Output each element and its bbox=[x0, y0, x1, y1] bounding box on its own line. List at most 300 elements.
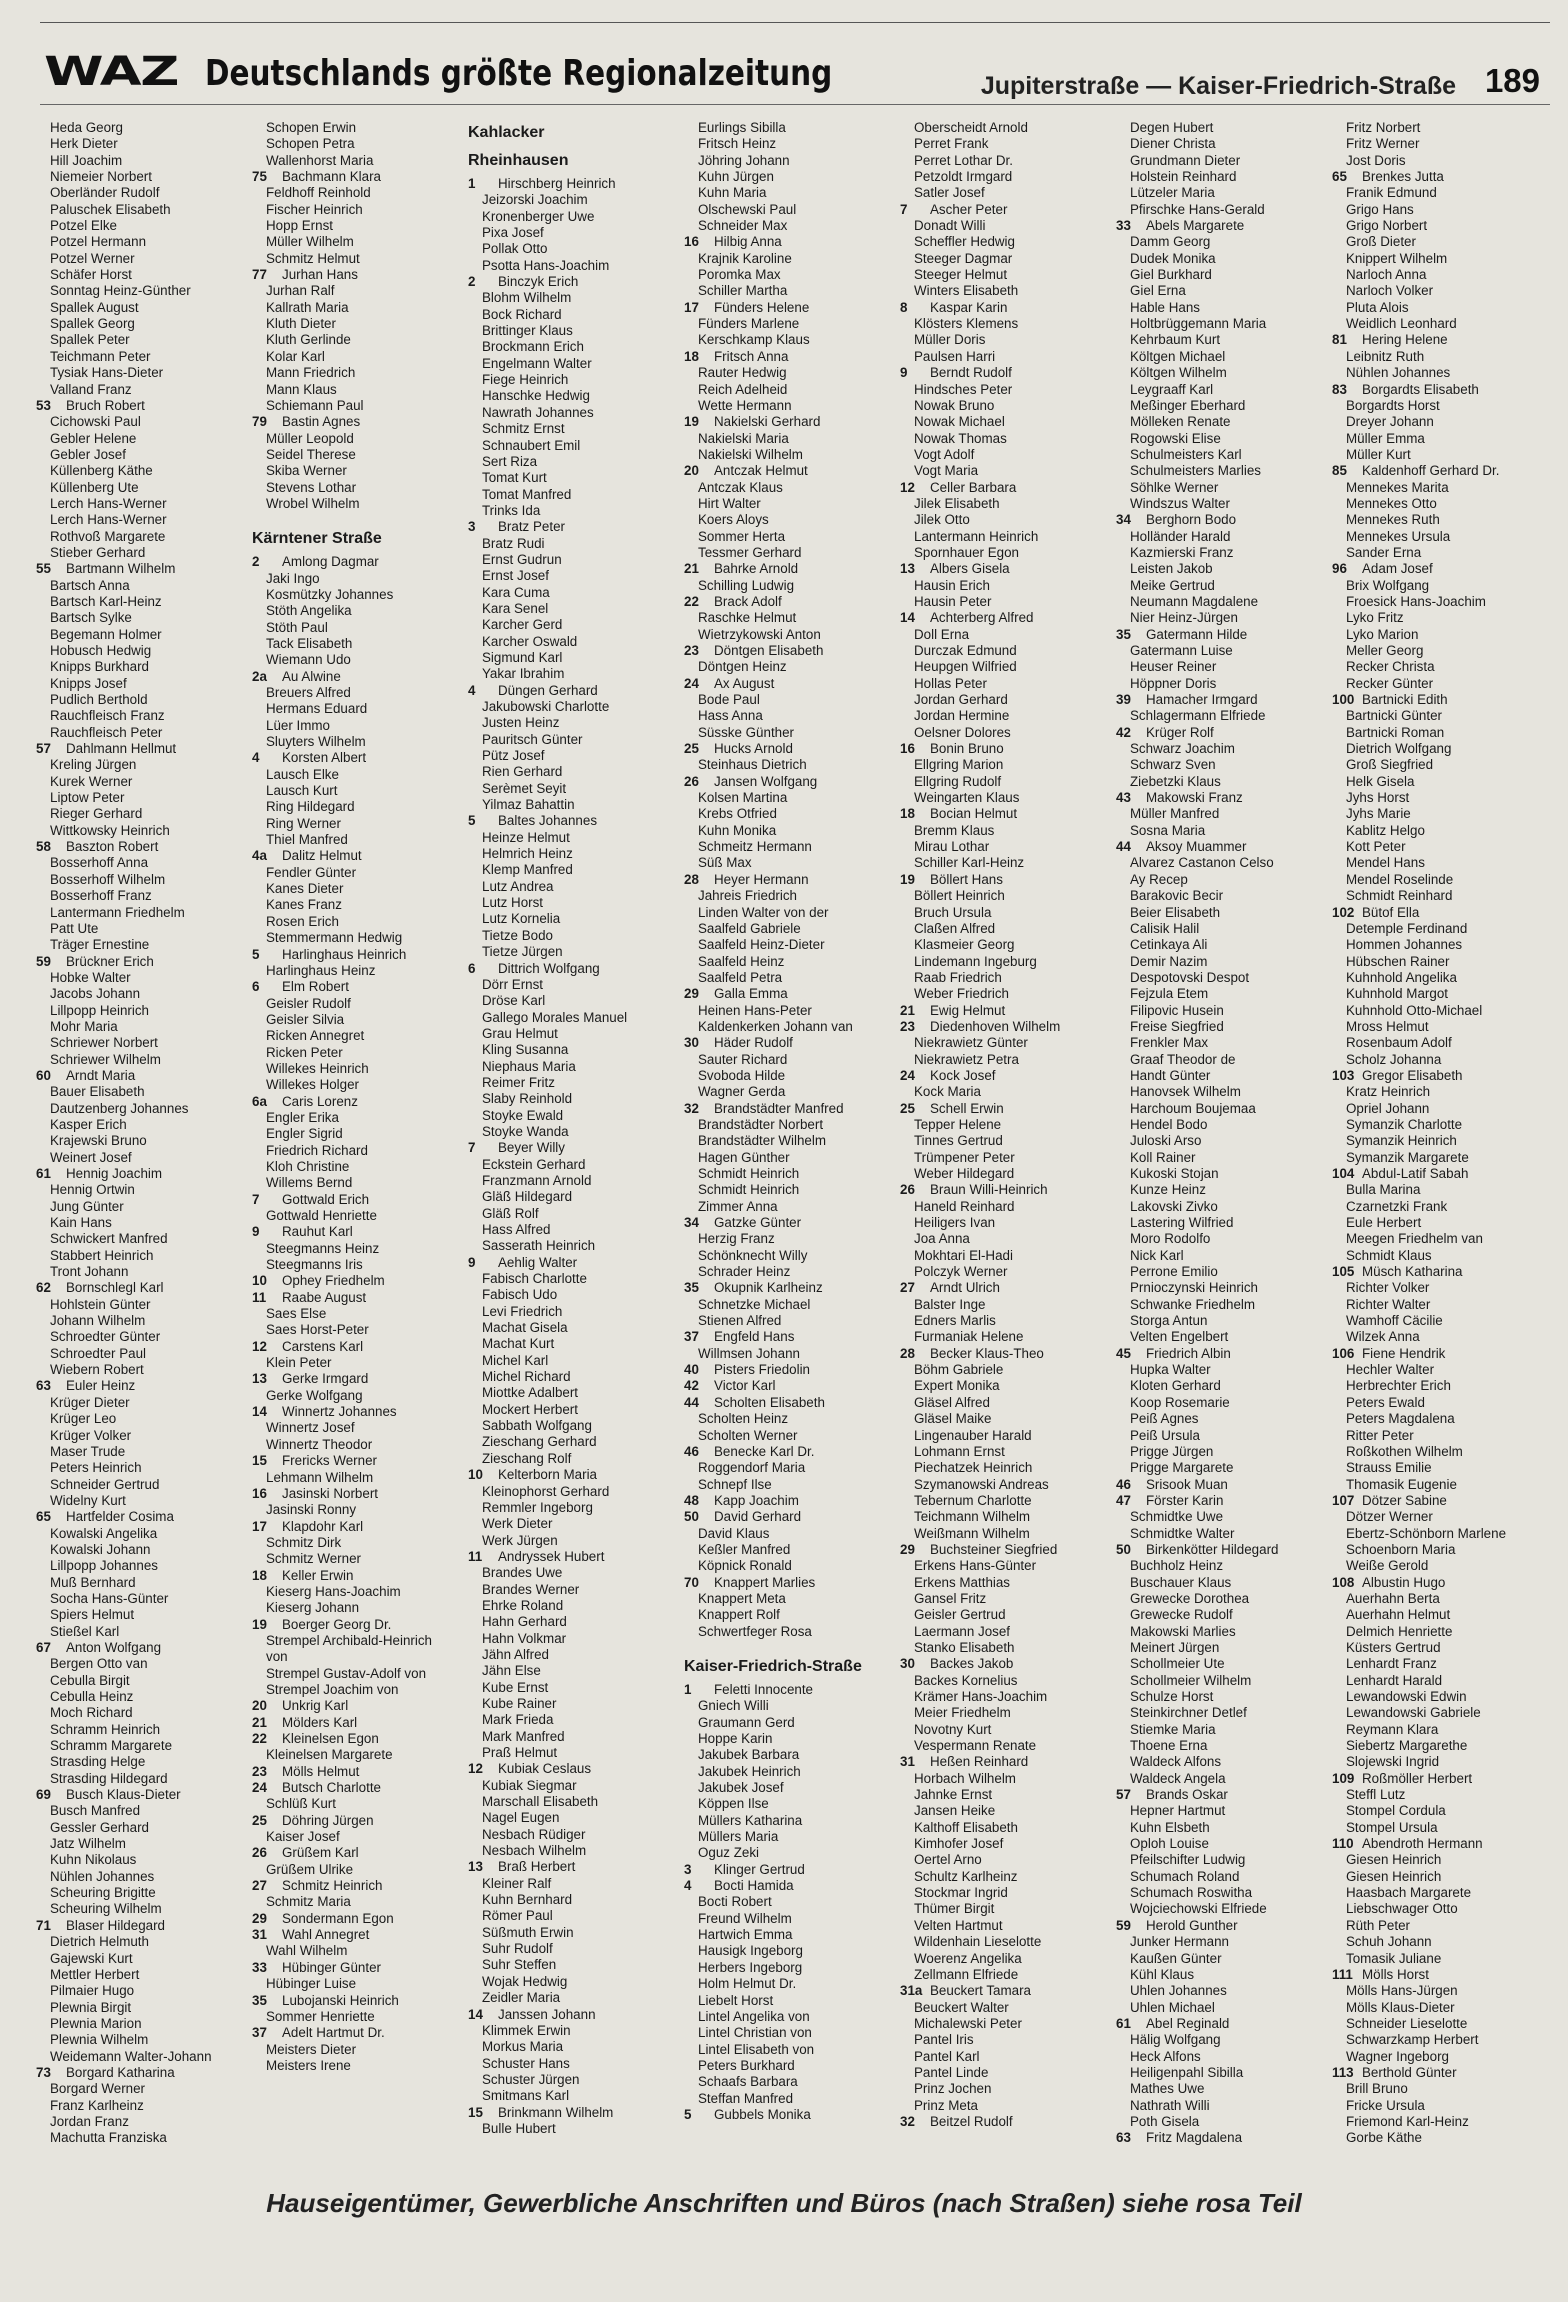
resident-name: Miottke Adalbert bbox=[482, 1385, 579, 1401]
house-number: 4a bbox=[252, 848, 267, 864]
resident-name: Ring Hildegard bbox=[266, 799, 355, 815]
resident-name: Expert Monika bbox=[914, 1378, 1000, 1394]
house-number: 39 bbox=[1116, 692, 1131, 708]
resident-name: Pantel Iris bbox=[914, 2032, 974, 2048]
resident-name: Nühlen Johannes bbox=[50, 1868, 155, 1884]
resident-name: Kolsen Martina bbox=[698, 790, 788, 806]
directory-column-3 bbox=[468, 120, 683, 2160]
house-entry bbox=[684, 1575, 899, 1591]
resident-name: Bartnicki Günter bbox=[1346, 708, 1443, 724]
house-number: 25 bbox=[900, 1100, 915, 1116]
resident-name: Gallego Morales Manuel bbox=[482, 1009, 628, 1025]
resident-name: Janssen Johann bbox=[498, 2006, 596, 2022]
house-number: 59 bbox=[1116, 1917, 1131, 1933]
house-entry bbox=[684, 774, 899, 790]
resident-name: Claßen Alfred bbox=[914, 920, 996, 936]
resident-name: Saalfeld Petra bbox=[698, 969, 783, 985]
house-entry bbox=[1332, 1967, 1547, 1983]
resident-name: Au Alwine bbox=[282, 668, 341, 684]
resident-name: Berndt Rudolf bbox=[930, 365, 1012, 381]
resident-name: Frenkler Max bbox=[1130, 1035, 1209, 1051]
directory-column-2 bbox=[252, 120, 467, 2160]
resident-name: Wagner Ingeborg bbox=[1346, 2048, 1449, 2064]
resident-name: Jasinski Norbert bbox=[282, 1485, 378, 1501]
resident-name: Niephaus Maria bbox=[482, 1058, 576, 1074]
resident-name: Uhlen Michael bbox=[1130, 1999, 1215, 2015]
house-entry bbox=[36, 1918, 251, 1934]
resident-name: Berthold Günter bbox=[1362, 2064, 1457, 2080]
resident-name: Dötzer Sabine bbox=[1362, 1492, 1447, 1508]
resident-name: Beyer Willy bbox=[498, 1140, 565, 1156]
resident-name: Ellgring Rudolf bbox=[914, 773, 1002, 789]
resident-name: Jilek Elisabeth bbox=[914, 495, 1000, 511]
resident-name: Rosen Erich bbox=[266, 913, 339, 929]
house-entry bbox=[684, 463, 899, 479]
resident-name: Klein Peter bbox=[266, 1355, 332, 1371]
resident-name: Storga Antun bbox=[1130, 1313, 1208, 1329]
resident-name: Kehrbaum Kurt bbox=[1130, 332, 1221, 348]
resident-name: Scholten Elisabeth bbox=[714, 1394, 825, 1410]
house-entry bbox=[36, 839, 251, 855]
resident-name: Sonntag Heinz-Günther bbox=[50, 283, 191, 299]
resident-name: Bosserhoff Wilhelm bbox=[50, 871, 166, 887]
resident-name: Balster Inge bbox=[914, 1296, 986, 1312]
resident-name: Mohr Maria bbox=[50, 1018, 118, 1034]
resident-name: Nowak Bruno bbox=[914, 397, 995, 413]
resident-name: Mendel Hans bbox=[1346, 855, 1425, 871]
resident-name: Wojak Hedwig bbox=[482, 1973, 568, 1989]
resident-name: Kallrath Maria bbox=[266, 299, 349, 315]
resident-name: Höppner Doris bbox=[1130, 675, 1217, 691]
resident-name: Steeger Dagmar bbox=[914, 250, 1013, 266]
resident-name: Schopen Petra bbox=[266, 136, 355, 152]
house-entry bbox=[684, 234, 899, 250]
resident-name: Gebler Helene bbox=[50, 430, 137, 446]
resident-name: Mathes Uwe bbox=[1130, 2081, 1205, 2097]
resident-name: Schmitz Ernst bbox=[482, 421, 565, 437]
resident-name: Niemeier Norbert bbox=[50, 169, 152, 185]
resident-name: Jähn Alfred bbox=[482, 1646, 549, 1662]
resident-name: Hass Alfred bbox=[482, 1222, 551, 1237]
resident-name: Hartfelder Cosima bbox=[66, 1509, 174, 1525]
house-number: 108 bbox=[1332, 1574, 1355, 1590]
resident-name: Borgard Werner bbox=[50, 2081, 146, 2097]
resident-name: Tinnes Gertrud bbox=[914, 1133, 1003, 1149]
resident-name: Gottwald Henriette bbox=[266, 1208, 377, 1223]
house-number: 46 bbox=[1116, 1476, 1131, 1492]
resident-name: Friedrich Richard bbox=[266, 1142, 368, 1158]
resident-name: Krüger Rolf bbox=[1146, 724, 1214, 740]
resident-name: Klimmek Erwin bbox=[482, 2022, 571, 2038]
house-number: 25 bbox=[684, 741, 699, 757]
house-entry bbox=[1332, 1575, 1547, 1591]
house-entry bbox=[252, 414, 467, 430]
resident-name: Paulsen Harri bbox=[914, 348, 996, 364]
resident-name: Klasmeier Georg bbox=[914, 937, 1015, 953]
resident-name: Gniech Willi bbox=[698, 1698, 769, 1714]
resident-name: Kloten Gerhard bbox=[1130, 1378, 1221, 1394]
resident-name: Giesen Heinrich bbox=[1346, 1868, 1442, 1884]
resident-name: Aehlig Walter bbox=[498, 1254, 578, 1270]
resident-name: Kieserg Johann bbox=[266, 1600, 360, 1616]
resident-name: Lutz Andrea bbox=[482, 878, 554, 894]
resident-name: Baltes Johannes bbox=[498, 813, 598, 829]
house-number: 57 bbox=[36, 741, 51, 757]
resident-name: Hahn Volkmar bbox=[482, 1630, 567, 1646]
resident-name: Stöth Angelika bbox=[266, 603, 352, 619]
resident-name: Nagel Eugen bbox=[482, 1810, 560, 1826]
resident-name: Hälig Wolfgang bbox=[1130, 2032, 1221, 2048]
resident-name: Hobke Walter bbox=[50, 969, 131, 985]
resident-name: Beuckert Tamara bbox=[930, 1983, 1031, 1999]
resident-name: Arndt Maria bbox=[66, 1067, 136, 1083]
resident-name: Hausin Peter bbox=[914, 593, 992, 609]
resident-name: Neumann Magdalene bbox=[1130, 593, 1259, 609]
house-number: 21 bbox=[684, 561, 699, 577]
resident-name: Galla Emma bbox=[714, 986, 788, 1002]
resident-name: Meisters Irene bbox=[266, 2057, 351, 2073]
house-number: 4 bbox=[468, 682, 476, 698]
resident-name: Meßinger Eberhard bbox=[1130, 397, 1246, 413]
house-number: 25 bbox=[252, 1812, 267, 1828]
resident-name: Dörr Ernst bbox=[482, 976, 544, 992]
resident-name: Weidlich Leonhard bbox=[1346, 316, 1457, 332]
house-number: 11 bbox=[252, 1289, 267, 1305]
house-number: 28 bbox=[684, 871, 699, 887]
house-number: 20 bbox=[684, 463, 699, 479]
resident-name: Johann Wilhelm bbox=[50, 1313, 146, 1329]
resident-name: Pollak Otto bbox=[482, 241, 548, 257]
resident-name: Mirau Lothar bbox=[914, 839, 990, 855]
house-number: 31a bbox=[900, 1983, 923, 1999]
resident-name: Dautzenberg Johannes bbox=[50, 1100, 189, 1116]
resident-name: Jakubek Barbara bbox=[698, 1747, 800, 1763]
resident-name: Freise Siegfried bbox=[1130, 1018, 1224, 1034]
resident-name: Tietze Bodo bbox=[482, 927, 553, 943]
resident-name: Heda Georg bbox=[50, 120, 123, 135]
house-number: 14 bbox=[900, 610, 915, 626]
resident-name: Celler Barbara bbox=[930, 479, 1017, 495]
resident-name: Perrone Emilio bbox=[1130, 1264, 1218, 1280]
resident-name: Binczyk Erich bbox=[498, 274, 579, 290]
resident-name: Barakovic Becir bbox=[1130, 888, 1224, 904]
resident-name: Friedrich Albin bbox=[1146, 1345, 1231, 1361]
resident-name: Heinen Hans-Peter bbox=[698, 1002, 812, 1018]
resident-name: Kuhn Monika bbox=[698, 822, 777, 838]
resident-name: Haasbach Margarete bbox=[1346, 1885, 1472, 1901]
resident-name: Levi Friedrich bbox=[482, 1303, 563, 1319]
house-entry bbox=[36, 1068, 251, 1084]
resident-name: Paluschek Elisabeth bbox=[50, 201, 171, 217]
resident-name: Müller Emma bbox=[1346, 430, 1425, 446]
resident-name: Hagen Günther bbox=[698, 1149, 790, 1165]
house-number: 18 bbox=[900, 806, 915, 822]
resident-name: Meike Gertrud bbox=[1130, 577, 1215, 593]
footer-note: Hauseigentümer, Gewerbliche Anschriften und Büros (nach Straßen) siehe rosa Teil bbox=[266, 2188, 1302, 2218]
resident-name: Kloh Christine bbox=[266, 1158, 350, 1174]
resident-name: Wallenhorst Maria bbox=[266, 152, 374, 168]
resident-name: Brandstädter Wilhelm bbox=[698, 1133, 827, 1149]
resident-name: Jyhs Horst bbox=[1346, 790, 1410, 806]
resident-name: Ay Recep bbox=[1130, 871, 1188, 887]
house-entry bbox=[900, 1019, 1115, 1035]
house-number: 109 bbox=[1332, 1770, 1355, 1786]
resident-name: Backes Kornelius bbox=[914, 1672, 1018, 1688]
resident-name: Schönknecht Willy bbox=[698, 1247, 808, 1263]
resident-name: Backes Jakob bbox=[930, 1656, 1014, 1672]
resident-name: Fiege Heinrich bbox=[482, 372, 569, 388]
house-entry bbox=[252, 1192, 467, 1208]
resident-name: Dötzer Werner bbox=[1346, 1509, 1433, 1525]
resident-name: Herk Dieter bbox=[50, 136, 118, 152]
resident-name: Schroedter Paul bbox=[50, 1345, 147, 1361]
house-number: 15 bbox=[252, 1453, 267, 1469]
house-entry bbox=[1332, 1264, 1547, 1280]
resident-name: Haneld Reinhard bbox=[914, 1198, 1015, 1214]
resident-name: Kalthoff Elisabeth bbox=[914, 1819, 1018, 1835]
resident-name: Lewandowski Edwin bbox=[1346, 1689, 1467, 1704]
resident-name: Brockmann Erich bbox=[482, 339, 584, 355]
resident-name: Heuser Reiner bbox=[1130, 659, 1217, 675]
house-number: 26 bbox=[252, 1845, 267, 1861]
resident-name: Tront Johann bbox=[50, 1264, 129, 1280]
resident-name: Schmitz Heinrich bbox=[282, 1878, 383, 1894]
resident-name: Dalitz Helmut bbox=[282, 848, 362, 864]
house-number: 43 bbox=[1116, 790, 1131, 806]
house-number: 47 bbox=[1116, 1492, 1131, 1508]
resident-name: Borgardts Horst bbox=[1346, 397, 1440, 413]
resident-name: Narloch Anna bbox=[1346, 267, 1427, 283]
resident-name: Schmitz Dirk bbox=[266, 1534, 342, 1550]
resident-name: Mölleken Renate bbox=[1130, 414, 1231, 430]
resident-name: Ophey Friedhelm bbox=[282, 1273, 385, 1289]
resident-name: Despotovski Despot bbox=[1130, 969, 1250, 985]
resident-name: Nühlen Johannes bbox=[1346, 365, 1451, 381]
house-number: 27 bbox=[252, 1878, 267, 1894]
resident-name: Meier Friedhelm bbox=[914, 1705, 1011, 1721]
resident-name: Schlüß Kurt bbox=[266, 1796, 336, 1812]
resident-name: Gläsel Maike bbox=[914, 1411, 992, 1427]
resident-name: Knappert Rolf bbox=[698, 1607, 780, 1623]
resident-name: Mettler Herbert bbox=[50, 1966, 140, 1982]
resident-name: Rauchfleisch Peter bbox=[50, 724, 163, 740]
house-number: 6a bbox=[252, 1093, 267, 1109]
resident-name: Weber Hildegard bbox=[914, 1166, 1015, 1181]
resident-name: Smitmans Karl bbox=[482, 2088, 570, 2104]
house-number: 46 bbox=[684, 1443, 699, 1459]
resident-name: Delmich Henriette bbox=[1346, 1623, 1453, 1639]
resident-name: Steegmanns Iris bbox=[266, 1257, 363, 1273]
resident-name: Cichowski Paul bbox=[50, 414, 141, 430]
resident-name: Müller Doris bbox=[914, 332, 986, 348]
resident-name: Döntgen Heinz bbox=[698, 659, 787, 675]
house-entry bbox=[900, 1182, 1115, 1198]
resident-name: Böllert Heinrich bbox=[914, 888, 1005, 904]
resident-name: Grundmann Dieter bbox=[1130, 152, 1241, 168]
house-entry bbox=[252, 1764, 467, 1780]
house-number: 2 bbox=[252, 554, 260, 570]
resident-name: Klinger Gertrud bbox=[714, 1861, 805, 1877]
resident-name: Pauritsch Günter bbox=[482, 731, 583, 747]
resident-name: Remmler Ingeborg bbox=[482, 1499, 593, 1515]
resident-name: Adam Josef bbox=[1362, 561, 1433, 577]
resident-name: Schnepf Ilse bbox=[698, 1476, 772, 1492]
house-number: 22 bbox=[252, 1731, 267, 1746]
resident-name: Geisler Gertrud bbox=[914, 1607, 1006, 1623]
resident-name: Gansel Fritz bbox=[914, 1590, 987, 1606]
resident-name: Liebelt Horst bbox=[698, 1992, 774, 2008]
house-entry bbox=[252, 1617, 467, 1633]
resident-name: Rauter Hedwig bbox=[698, 365, 787, 381]
house-number: 16 bbox=[684, 234, 699, 250]
house-number: 69 bbox=[36, 1787, 51, 1803]
house-entry bbox=[468, 1761, 683, 1777]
resident-name: Makowski Franz bbox=[1146, 790, 1243, 806]
house-number: 32 bbox=[684, 1100, 699, 1116]
house-entry bbox=[900, 1280, 1115, 1296]
masthead bbox=[44, 32, 970, 95]
resident-name: Jahreis Friedrich bbox=[698, 888, 797, 904]
resident-name: Kieserg Hans-Joachim bbox=[266, 1583, 401, 1599]
resident-name: Jakubek Heinrich bbox=[698, 1763, 801, 1779]
house-entry bbox=[684, 1329, 899, 1345]
resident-name: Franzmann Arnold bbox=[482, 1172, 592, 1188]
resident-name: Herbers Ingeborg bbox=[698, 1959, 803, 1975]
resident-name: Eurlings Sibilla bbox=[698, 120, 786, 135]
resident-name: Cebulla Birgit bbox=[50, 1672, 130, 1688]
resident-name: Müller Leopold bbox=[266, 430, 354, 446]
resident-name: Kolar Karl bbox=[266, 348, 325, 364]
resident-name: Knippert Wilhelm bbox=[1346, 250, 1448, 266]
resident-name: Bratz Rudi bbox=[482, 535, 545, 551]
resident-name: Junker Hermann bbox=[1130, 1934, 1229, 1950]
house-entry bbox=[252, 848, 467, 864]
resident-name: Michel Richard bbox=[482, 1369, 571, 1385]
house-entry bbox=[36, 954, 251, 970]
resident-name: Kube Rainer bbox=[482, 1695, 557, 1711]
resident-name: Stevens Lothar bbox=[266, 479, 357, 495]
resident-name: Jordan Hermine bbox=[914, 708, 1010, 724]
resident-name: Köppen Ilse bbox=[698, 1796, 769, 1812]
resident-name: Stießel Karl bbox=[50, 1623, 120, 1639]
resident-name: Strempel Joachim von bbox=[266, 1681, 399, 1697]
house-number: 6 bbox=[468, 960, 476, 976]
resident-name: Suhr Rudolf bbox=[482, 1941, 553, 1957]
resident-name: Elm Robert bbox=[282, 979, 349, 995]
resident-name: Perret Lothar Dr. bbox=[914, 152, 1013, 168]
house-entry bbox=[36, 1166, 251, 1182]
resident-name: Willmsen Johann bbox=[698, 1345, 800, 1361]
resident-name: Hendel Bodo bbox=[1130, 1116, 1208, 1132]
resident-name: Raab Friedrich bbox=[914, 969, 1002, 985]
resident-name: Hupka Walter bbox=[1130, 1362, 1211, 1378]
house-number: 17 bbox=[684, 299, 699, 315]
resident-name: Hopp Ernst bbox=[266, 218, 333, 234]
house-entry bbox=[1332, 332, 1547, 348]
resident-name: Edners Marlis bbox=[914, 1313, 996, 1329]
resident-name: Yakar Ibrahim bbox=[482, 666, 565, 682]
resident-name: Rauhut Karl bbox=[282, 1224, 353, 1240]
resident-name: Brittinger Klaus bbox=[482, 323, 573, 339]
resident-name: Szymanowski Andreas bbox=[914, 1476, 1049, 1492]
resident-name: Bergen Otto van bbox=[50, 1656, 148, 1672]
resident-name: Bornschlegl Karl bbox=[66, 1280, 164, 1296]
resident-name: Meinert Jürgen bbox=[1130, 1639, 1220, 1655]
resident-name: Mann Friedrich bbox=[266, 365, 356, 381]
house-entry bbox=[252, 1878, 467, 1894]
resident-name: Schriewer Wilhelm bbox=[50, 1051, 161, 1067]
house-entry bbox=[684, 1215, 899, 1231]
resident-name: Düngen Gerhard bbox=[498, 682, 598, 698]
resident-name: Bratz Peter bbox=[498, 519, 565, 535]
street-range: Jupiterstraße — Kaiser-Friedrich-Straße bbox=[980, 72, 1456, 100]
resident-name: Opriel Johann bbox=[1346, 1100, 1430, 1116]
resident-name: Vogt Maria bbox=[914, 463, 979, 479]
resident-name: Hindsches Peter bbox=[914, 381, 1013, 397]
resident-name: Hilbig Anna bbox=[714, 234, 782, 250]
resident-name: Süßmuth Erwin bbox=[482, 1924, 574, 1940]
house-entry bbox=[36, 1378, 251, 1394]
house-number: 19 bbox=[900, 871, 915, 887]
resident-name: Pfeilschifter Ludwig bbox=[1130, 1852, 1246, 1868]
house-entry bbox=[684, 1378, 899, 1394]
resident-name: Moch Richard bbox=[50, 1705, 133, 1721]
resident-name: Weidemann Walter-Johann bbox=[50, 2048, 212, 2064]
resident-name: Ernst Josef bbox=[482, 568, 549, 584]
resident-name: Knappert Marlies bbox=[714, 1574, 816, 1590]
resident-name: Schollmeier Wilhelm bbox=[1130, 1672, 1252, 1688]
resident-name: Friemond Karl-Heinz bbox=[1346, 2113, 1469, 2129]
resident-name: Rüth Peter bbox=[1346, 1917, 1411, 1933]
resident-name: Schwarz Sven bbox=[1130, 757, 1216, 773]
resident-name: Oertel Arno bbox=[914, 1852, 982, 1868]
resident-name: Knappert Meta bbox=[698, 1590, 786, 1606]
resident-name: Busch Manfred bbox=[50, 1803, 141, 1819]
resident-name: Leibnitz Ruth bbox=[1346, 348, 1425, 364]
house-number: 42 bbox=[1116, 724, 1131, 740]
resident-name: Jordan Gerhard bbox=[914, 692, 1008, 708]
house-number: 34 bbox=[684, 1215, 699, 1231]
house-number: 44 bbox=[684, 1394, 699, 1410]
resident-name: Scheuring Brigitte bbox=[50, 1885, 156, 1901]
house-number: 113 bbox=[1332, 2064, 1354, 2080]
resident-name: Tessmer Gerhard bbox=[698, 544, 802, 560]
resident-name: Arndt Ulrich bbox=[930, 1280, 1000, 1296]
resident-name: Sert Riza bbox=[482, 453, 538, 469]
resident-name: Moro Rodolfo bbox=[1130, 1231, 1211, 1247]
resident-name: Grau Helmut bbox=[482, 1025, 558, 1041]
resident-name: Poromka Max bbox=[698, 267, 781, 283]
resident-name: Jahnke Ernst bbox=[914, 1787, 993, 1803]
resident-name: Psotta Hans-Joachim bbox=[482, 257, 610, 273]
resident-name: Dreyer Johann bbox=[1346, 414, 1434, 430]
resident-name: Jöhring Johann bbox=[698, 152, 790, 168]
house-entry bbox=[468, 813, 683, 829]
resident-name: Steeger Helmut bbox=[914, 267, 1008, 283]
resident-name: Kaiser Josef bbox=[266, 1829, 340, 1845]
resident-name: Vespermann Renate bbox=[914, 1738, 1037, 1754]
resident-name: Damm Georg bbox=[1130, 234, 1211, 250]
resident-name: Mölls Helmut bbox=[282, 1763, 360, 1779]
resident-name: Recker Günter bbox=[1346, 675, 1434, 691]
resident-name: Busch Klaus-Dieter bbox=[66, 1787, 181, 1803]
resident-name: Niekrawietz Petra bbox=[914, 1051, 1019, 1067]
resident-name: Stompel Cordula bbox=[1346, 1803, 1446, 1819]
resident-name: Spornhauer Egon bbox=[914, 544, 1019, 560]
resident-name: Beuckert Walter bbox=[914, 1999, 1009, 2015]
resident-name: Durczak Edmund bbox=[914, 643, 1017, 658]
house-number: 70 bbox=[684, 1574, 699, 1590]
